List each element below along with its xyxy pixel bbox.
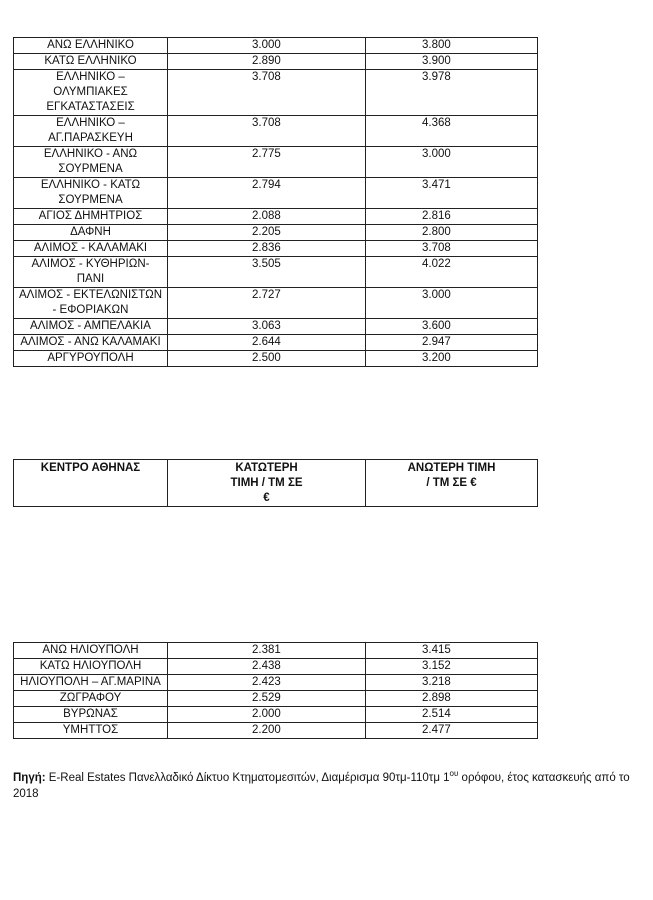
area-cell: ΗΛΙΟΥΠΟΛΗ – ΑΓ.ΜΑΡΙΝΑ: [14, 675, 168, 691]
table-row: [14, 70, 538, 116]
low-price-cell: 2.423: [168, 675, 366, 691]
low-price-cell: 3.063: [168, 319, 366, 335]
prices-table-center: [13, 642, 538, 739]
table-row: [14, 178, 538, 209]
area-cell: ΑΛΙΜΟΣ - ΚΥΘΗΡΙΩΝ-ΠΑΝΙ: [14, 257, 168, 288]
table-row: [14, 54, 538, 70]
low-price-cell: 3.505: [168, 257, 366, 288]
low-price-cell: 2.775: [168, 147, 366, 178]
area-cell: ΑΝΩ ΕΛΛΗΝΙΚΟ: [14, 38, 168, 54]
source-sup: ου: [449, 769, 459, 779]
source-note: [13, 770, 643, 802]
low-price-cell: 2.794: [168, 178, 366, 209]
table-row: [14, 707, 538, 723]
low-price-cell: 2.438: [168, 659, 366, 675]
low-price-cell: 2.200: [168, 723, 366, 739]
area-cell: ΚΑΤΩ ΕΛΛΗΝΙΚΟ: [14, 54, 168, 70]
table-row: [14, 691, 538, 707]
high-price-cell: 2.514: [366, 707, 538, 723]
table-row: [14, 225, 538, 241]
low-price-cell: 2.836: [168, 241, 366, 257]
prices-table-center-body: [14, 643, 538, 739]
prices-table-south: [13, 37, 538, 367]
prices-table-south-body: [14, 38, 538, 367]
low-price-cell: 3.708: [168, 116, 366, 147]
high-price-cell: 3.800: [366, 38, 538, 54]
high-price-cell: 3.708: [366, 241, 538, 257]
low-price-cell: 2.381: [168, 643, 366, 659]
area-cell: ΑΛΙΜΟΣ - ΚΑΛΑΜΑΚΙ: [14, 241, 168, 257]
high-price-cell: 3.471: [366, 178, 538, 209]
high-price-cell: 2.816: [366, 209, 538, 225]
area-cell: ΑΝΩ ΗΛΙΟΥΠΟΛΗ: [14, 643, 168, 659]
table-row: [14, 351, 538, 367]
low-price-cell: 2.529: [168, 691, 366, 707]
high-price-cell: 4.368: [366, 116, 538, 147]
area-cell: ΖΩΓΡΑΦΟΥ: [14, 691, 168, 707]
high-price-cell: 4.022: [366, 257, 538, 288]
area-cell: ΕΛΛΗΝΙΚΟ – ΟΛΥΜΠΙΑΚΕΣ ΕΓΚΑΤΑΣΤΑΣΕΙΣ: [14, 70, 168, 116]
area-cell: ΕΛΛΗΝΙΚΟ – ΑΓ.ΠΑΡΑΣΚΕΥΗ: [14, 116, 168, 147]
table-row: [14, 38, 538, 54]
table-row: [14, 723, 538, 739]
low-price-cell: 2.500: [168, 351, 366, 367]
header-area: ΚΕΝΤΡΟ ΑΘΗΝΑΣ: [14, 460, 168, 507]
area-cell: ΑΓΙΟΣ ΔΗΜΗΤΡΙΟΣ: [14, 209, 168, 225]
header-row: [14, 460, 538, 507]
high-price-cell: 2.800: [366, 225, 538, 241]
header-low-price: ΚΑΤΩΤΕΡΗ ΤΙΜΗ / ΤΜ ΣΕ €: [168, 460, 366, 507]
high-price-cell: 3.000: [366, 288, 538, 319]
high-price-cell: 3.200: [366, 351, 538, 367]
table-row: [14, 257, 538, 288]
table-row: [14, 319, 538, 335]
table-row: [14, 241, 538, 257]
area-cell: ΑΡΓΥΡΟΥΠΟΛΗ: [14, 351, 168, 367]
table-row: [14, 116, 538, 147]
area-cell: ΑΛΙΜΟΣ - ΑΝΩ ΚΑΛΑΜΑΚΙ: [14, 335, 168, 351]
high-price-cell: 3.900: [366, 54, 538, 70]
low-price-cell: 2.644: [168, 335, 366, 351]
low-price-cell: 2.088: [168, 209, 366, 225]
source-text: E-Real Estates Πανελλαδικό Δίκτυο Κτηματομεσιτών, Διαμέρισμα 90τμ-110τμ 1: [45, 772, 450, 784]
header-high-price: ΑΝΩΤΕΡΗ ΤΙΜΗ / ΤΜ ΣΕ €: [366, 460, 538, 507]
table-row: [14, 288, 538, 319]
source-label: Πηγή:: [13, 772, 46, 784]
low-price-cell: 2.727: [168, 288, 366, 319]
table-row: [14, 209, 538, 225]
table-row: [14, 659, 538, 675]
low-price-cell: 2.000: [168, 707, 366, 723]
area-cell: ΕΛΛΗΝΙΚΟ - ΚΑΤΩ ΣΟΥΡΜΕΝΑ: [14, 178, 168, 209]
center-athens-header-table: [13, 459, 538, 507]
low-price-cell: 3.708: [168, 70, 366, 116]
high-price-cell: 3.218: [366, 675, 538, 691]
area-cell: ΕΛΛΗΝΙΚΟ - ΑΝΩ ΣΟΥΡΜΕΝΑ: [14, 147, 168, 178]
source-text-end: ορόφου, έτος κατασκευής από το 2018: [13, 772, 630, 800]
high-price-cell: 3.978: [366, 70, 538, 116]
area-cell: ΑΛΙΜΟΣ - ΑΜΠΕΛΑΚΙΑ: [14, 319, 168, 335]
table-row: [14, 147, 538, 178]
area-cell: ΔΑΦΝΗ: [14, 225, 168, 241]
high-price-cell: 2.477: [366, 723, 538, 739]
area-cell: ΑΛΙΜΟΣ - ΕΚΤΕΛΩΝΙΣΤΩΝ - ΕΦΟΡΙΑΚΩΝ: [14, 288, 168, 319]
table-row: [14, 643, 538, 659]
high-price-cell: 3.600: [366, 319, 538, 335]
high-price-cell: 3.152: [366, 659, 538, 675]
high-price-cell: 2.947: [366, 335, 538, 351]
table-row: [14, 335, 538, 351]
table-row: [14, 675, 538, 691]
high-price-cell: 3.000: [366, 147, 538, 178]
low-price-cell: 3.000: [168, 38, 366, 54]
area-cell: ΒΥΡΩΝΑΣ: [14, 707, 168, 723]
low-price-cell: 2.890: [168, 54, 366, 70]
area-cell: ΚΑΤΩ ΗΛΙΟΥΠΟΛΗ: [14, 659, 168, 675]
low-price-cell: 2.205: [168, 225, 366, 241]
high-price-cell: 3.415: [366, 643, 538, 659]
high-price-cell: 2.898: [366, 691, 538, 707]
area-cell: ΥΜΗΤΤΟΣ: [14, 723, 168, 739]
